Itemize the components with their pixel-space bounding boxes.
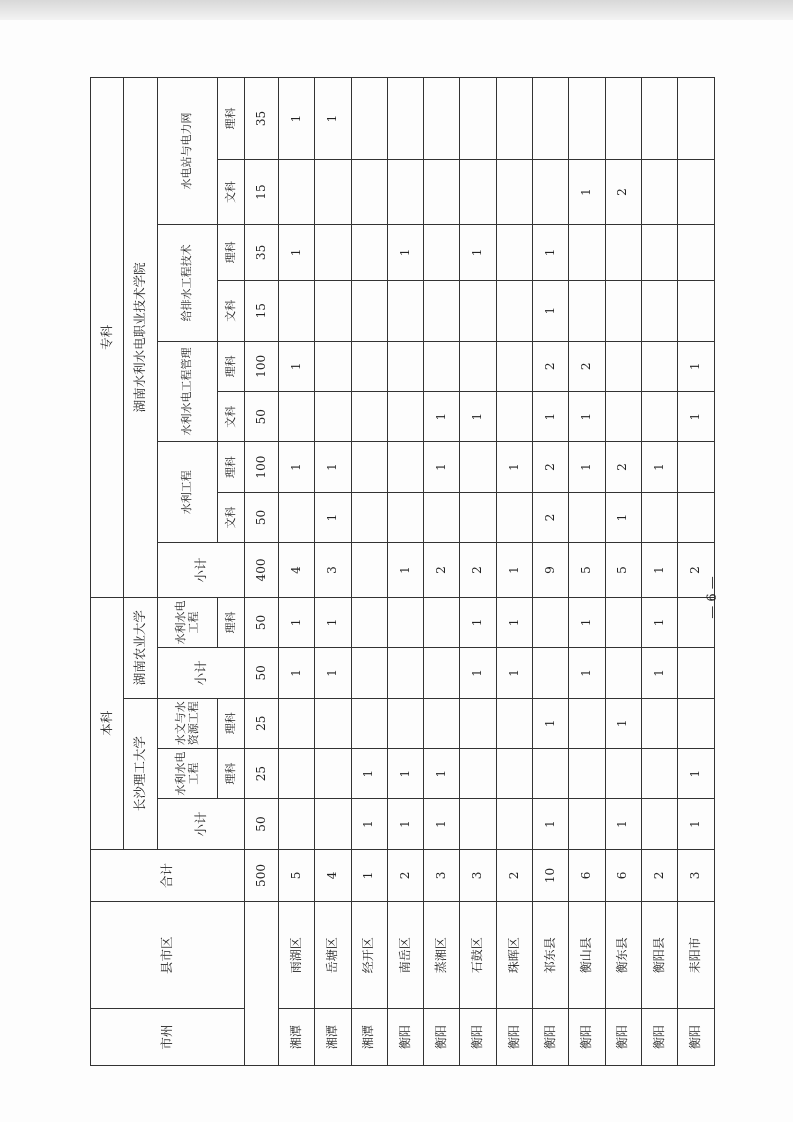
value-cell [605,392,641,442]
header-major-slsd: 水利水电工程 [158,748,218,798]
value-cell [496,341,532,391]
scan-top-band [0,0,793,20]
value-cell [569,698,605,748]
value-cell: 1 [460,648,496,698]
value-cell [460,160,496,225]
value-cell: 5 [605,543,641,598]
header-li: 理科 [218,225,245,281]
value-cell [424,698,460,748]
value-cell: 2 [641,849,677,901]
value-cell [678,78,714,160]
value-cell [387,492,423,542]
quota-cell: 50 [245,392,279,442]
value-cell [315,160,351,225]
value-cell: 3 [424,849,460,901]
value-cell [678,160,714,225]
value-cell [315,392,351,442]
city-cell: 湘潭 [315,1009,351,1066]
table-row [569,78,605,1066]
header-hunau-subtotal: 小计 [158,648,245,698]
value-cell: 4 [315,849,351,901]
value-cell: 1 [279,78,315,160]
header-major-hunau-slsd: 水利水电工程 [158,597,218,647]
value-cell: 2 [605,160,641,225]
value-cell: 1 [605,799,641,849]
header-wen: 文科 [218,280,245,341]
city-cell: 湘潭 [279,1009,315,1066]
value-cell: 1 [424,392,460,442]
value-cell: 2 [533,492,569,542]
value-cell [279,748,315,798]
quota-cell: 15 [245,280,279,341]
header-li: 理科 [218,442,245,492]
value-cell [351,698,387,748]
header-total: 合计 [91,849,245,901]
header-city: 市州 [91,1009,245,1066]
value-cell [460,341,496,391]
value-cell [387,341,423,391]
value-cell: 1 [315,492,351,542]
value-cell [569,799,605,849]
value-cell [605,748,641,798]
header-hunau: 湖南农业大学 [124,597,158,698]
table-row [460,78,496,1066]
value-cell: 6 [569,849,605,901]
value-cell [279,160,315,225]
value-cell: 2 [533,442,569,492]
value-cell [569,280,605,341]
value-cell [678,492,714,542]
value-cell [424,280,460,341]
value-cell: 1 [678,341,714,391]
value-cell [641,160,677,225]
header-wen: 文科 [218,492,245,542]
city-cell: 衡阳 [678,1009,714,1066]
value-cell [641,492,677,542]
county-cell: 雨湖区 [279,902,315,1009]
value-cell: 1 [387,225,423,281]
value-cell [424,160,460,225]
value-cell [460,280,496,341]
city-cell: 衡阳 [641,1009,677,1066]
header-hnwr-subtotal: 小计 [158,543,245,598]
value-cell [387,442,423,492]
value-cell: 1 [424,442,460,492]
header-major-sdz: 水电站与电力网 [158,78,218,225]
value-cell [460,799,496,849]
value-cell [496,392,532,442]
quota-cell: 400 [245,543,279,598]
value-cell [351,597,387,647]
value-cell [351,280,387,341]
city-cell: 衡阳 [460,1009,496,1066]
value-cell [351,225,387,281]
quota-cell: 500 [245,849,279,901]
quota-cell: 50 [245,799,279,849]
value-cell: 1 [496,597,532,647]
city-cell: 衡阳 [569,1009,605,1066]
county-cell: 南岳区 [387,902,423,1009]
value-cell [387,78,423,160]
table-row [641,78,677,1066]
value-cell: 1 [641,442,677,492]
value-cell: 1 [279,597,315,647]
table-row [315,78,351,1066]
value-cell [351,492,387,542]
value-cell [424,78,460,160]
value-cell [387,648,423,698]
county-cell: 衡阳县 [641,902,677,1009]
value-cell [315,280,351,341]
value-cell [351,341,387,391]
value-cell: 1 [424,748,460,798]
header-major-slgl: 水利水电工程管理 [158,341,218,442]
value-cell [460,748,496,798]
value-cell [678,698,714,748]
quota-cell: 25 [245,748,279,798]
value-cell [279,799,315,849]
value-cell [315,225,351,281]
table-row [279,78,315,1066]
county-cell: 蒸湘区 [424,902,460,1009]
city-cell: 湘潭 [351,1009,387,1066]
county-cell: 岳塘区 [315,902,351,1009]
value-cell: 1 [569,160,605,225]
value-cell [569,78,605,160]
value-cell: 1 [533,225,569,281]
value-cell: 2 [460,543,496,598]
value-cell [569,492,605,542]
city-cell: 衡阳 [533,1009,569,1066]
value-cell [351,78,387,160]
value-cell [460,492,496,542]
table-row [605,78,641,1066]
value-cell: 1 [351,748,387,798]
value-cell [605,280,641,341]
value-cell [641,78,677,160]
value-cell: 1 [678,392,714,442]
quota-cell: 35 [245,225,279,281]
value-cell [641,748,677,798]
value-cell [315,341,351,391]
value-cell: 1 [424,799,460,849]
value-cell [569,748,605,798]
value-cell [351,442,387,492]
value-cell [315,748,351,798]
value-cell [605,225,641,281]
quota-cell: 50 [245,597,279,647]
city-cell: 衡阳 [605,1009,641,1066]
county-cell: 衡山县 [569,902,605,1009]
value-cell [351,160,387,225]
quota-cell: 50 [245,648,279,698]
header-li: 理科 [218,78,245,160]
value-cell [533,597,569,647]
value-cell [496,280,532,341]
value-cell: 3 [315,543,351,598]
value-cell [424,492,460,542]
value-cell: 3 [678,849,714,901]
value-cell [605,597,641,647]
value-cell: 1 [533,280,569,341]
value-cell [678,225,714,281]
rotated-table-container [90,77,714,1066]
value-cell: 1 [279,648,315,698]
value-cell: 1 [387,799,423,849]
county-cell: 珠晖区 [496,902,532,1009]
value-cell: 1 [351,849,387,901]
quota-row [245,78,279,1066]
value-cell [678,648,714,698]
value-cell [387,392,423,442]
value-cell [460,698,496,748]
value-cell: 1 [533,392,569,442]
city-cell: 衡阳 [387,1009,423,1066]
value-cell: 5 [279,849,315,901]
value-cell [496,748,532,798]
value-cell: 2 [678,543,714,598]
value-cell [641,698,677,748]
header-li: 理科 [218,698,245,748]
header-county: 县市区 [91,902,245,1009]
value-cell: 1 [605,698,641,748]
value-cell: 1 [641,543,677,598]
value-cell [533,748,569,798]
quota-cell: 25 [245,698,279,748]
value-cell: 1 [279,341,315,391]
value-cell: 1 [605,492,641,542]
admission-quota-table [90,77,715,1066]
value-cell: 1 [351,799,387,849]
value-cell: 2 [496,849,532,901]
value-cell [641,341,677,391]
value-cell: 9 [533,543,569,598]
county-cell: 耒阳市 [678,902,714,1009]
quota-row-label [245,902,279,1066]
value-cell: 1 [387,748,423,798]
value-cell [496,78,532,160]
value-cell: 10 [533,849,569,901]
table-row [533,78,569,1066]
value-cell: 1 [678,748,714,798]
value-cell [678,442,714,492]
quota-cell: 50 [245,492,279,542]
header-wen: 文科 [218,160,245,225]
value-cell [279,698,315,748]
value-cell [678,280,714,341]
value-cell: 1 [533,799,569,849]
value-cell: 1 [641,597,677,647]
value-cell: 1 [315,648,351,698]
value-cell [533,648,569,698]
county-cell: 祁东县 [533,902,569,1009]
value-cell [496,799,532,849]
value-cell: 1 [641,648,677,698]
value-cell [641,225,677,281]
value-cell: 2 [387,849,423,901]
table-row [351,78,387,1066]
value-cell: 3 [460,849,496,901]
quota-cell: 35 [245,78,279,160]
value-cell [460,78,496,160]
value-cell: 2 [424,543,460,598]
value-cell [496,492,532,542]
value-cell [496,698,532,748]
value-cell [460,442,496,492]
value-cell [424,225,460,281]
value-cell: 1 [496,543,532,598]
value-cell [387,698,423,748]
value-cell: 1 [460,392,496,442]
header-major-gps: 给排水工程技术 [158,225,218,342]
value-cell: 1 [315,442,351,492]
value-cell [533,160,569,225]
value-cell [279,280,315,341]
city-cell: 衡阳 [496,1009,532,1066]
value-cell: 1 [315,597,351,647]
value-cell [424,597,460,647]
value-cell: 2 [569,341,605,391]
value-cell: 1 [279,225,315,281]
value-cell: 5 [569,543,605,598]
table-row [496,78,532,1066]
value-cell [533,78,569,160]
value-cell: 1 [496,442,532,492]
value-cell: 2 [605,442,641,492]
header-li: 理科 [218,597,245,647]
value-cell [351,543,387,598]
value-cell [641,280,677,341]
value-cell [605,78,641,160]
value-cell [496,160,532,225]
value-cell: 6 [605,849,641,901]
city-cell: 衡阳 [424,1009,460,1066]
value-cell [387,280,423,341]
value-cell [641,392,677,442]
table-row [387,78,423,1066]
value-cell [424,341,460,391]
value-cell [315,698,351,748]
value-cell [279,492,315,542]
header-csust: 长沙理工大学 [124,698,158,849]
value-cell: 1 [315,78,351,160]
value-cell [387,160,423,225]
value-cell [605,341,641,391]
value-cell: 1 [678,799,714,849]
admission-quota-table-wrapper [90,77,714,1066]
value-cell [496,225,532,281]
value-cell: 2 [533,341,569,391]
value-cell [605,648,641,698]
header-major-swsz: 水文与水资源工程 [158,698,218,748]
value-cell: 4 [279,543,315,598]
header-wen: 文科 [218,392,245,442]
county-cell: 经开区 [351,902,387,1009]
header-csust-subtotal: 小计 [158,799,245,849]
value-cell: 1 [279,442,315,492]
value-cell [387,597,423,647]
header-li: 理科 [218,341,245,391]
value-cell [315,799,351,849]
value-cell: 1 [496,648,532,698]
value-cell: 1 [569,392,605,442]
value-cell [569,225,605,281]
header-li: 理科 [218,748,245,798]
header-benke: 本科 [91,597,124,849]
quota-cell: 100 [245,442,279,492]
value-cell: 1 [569,648,605,698]
quota-cell: 15 [245,160,279,225]
value-cell: 1 [569,442,605,492]
county-cell: 衡东县 [605,902,641,1009]
table-row [424,78,460,1066]
value-cell [351,648,387,698]
value-cell [279,392,315,442]
value-cell: 1 [533,698,569,748]
value-cell [351,392,387,442]
value-cell: 1 [569,597,605,647]
header-major-slgc: 水利工程 [158,442,218,543]
value-cell: 1 [460,225,496,281]
county-cell: 石鼓区 [460,902,496,1009]
header-hnwr: 湖南水利水电职业技术学院 [124,78,158,598]
value-cell: 1 [460,597,496,647]
value-cell: 1 [387,543,423,598]
value-cell [424,648,460,698]
quota-cell: 100 [245,341,279,391]
header-zhuanke: 专科 [91,78,124,598]
value-cell [641,799,677,849]
page-number: — 6 — [704,575,720,619]
